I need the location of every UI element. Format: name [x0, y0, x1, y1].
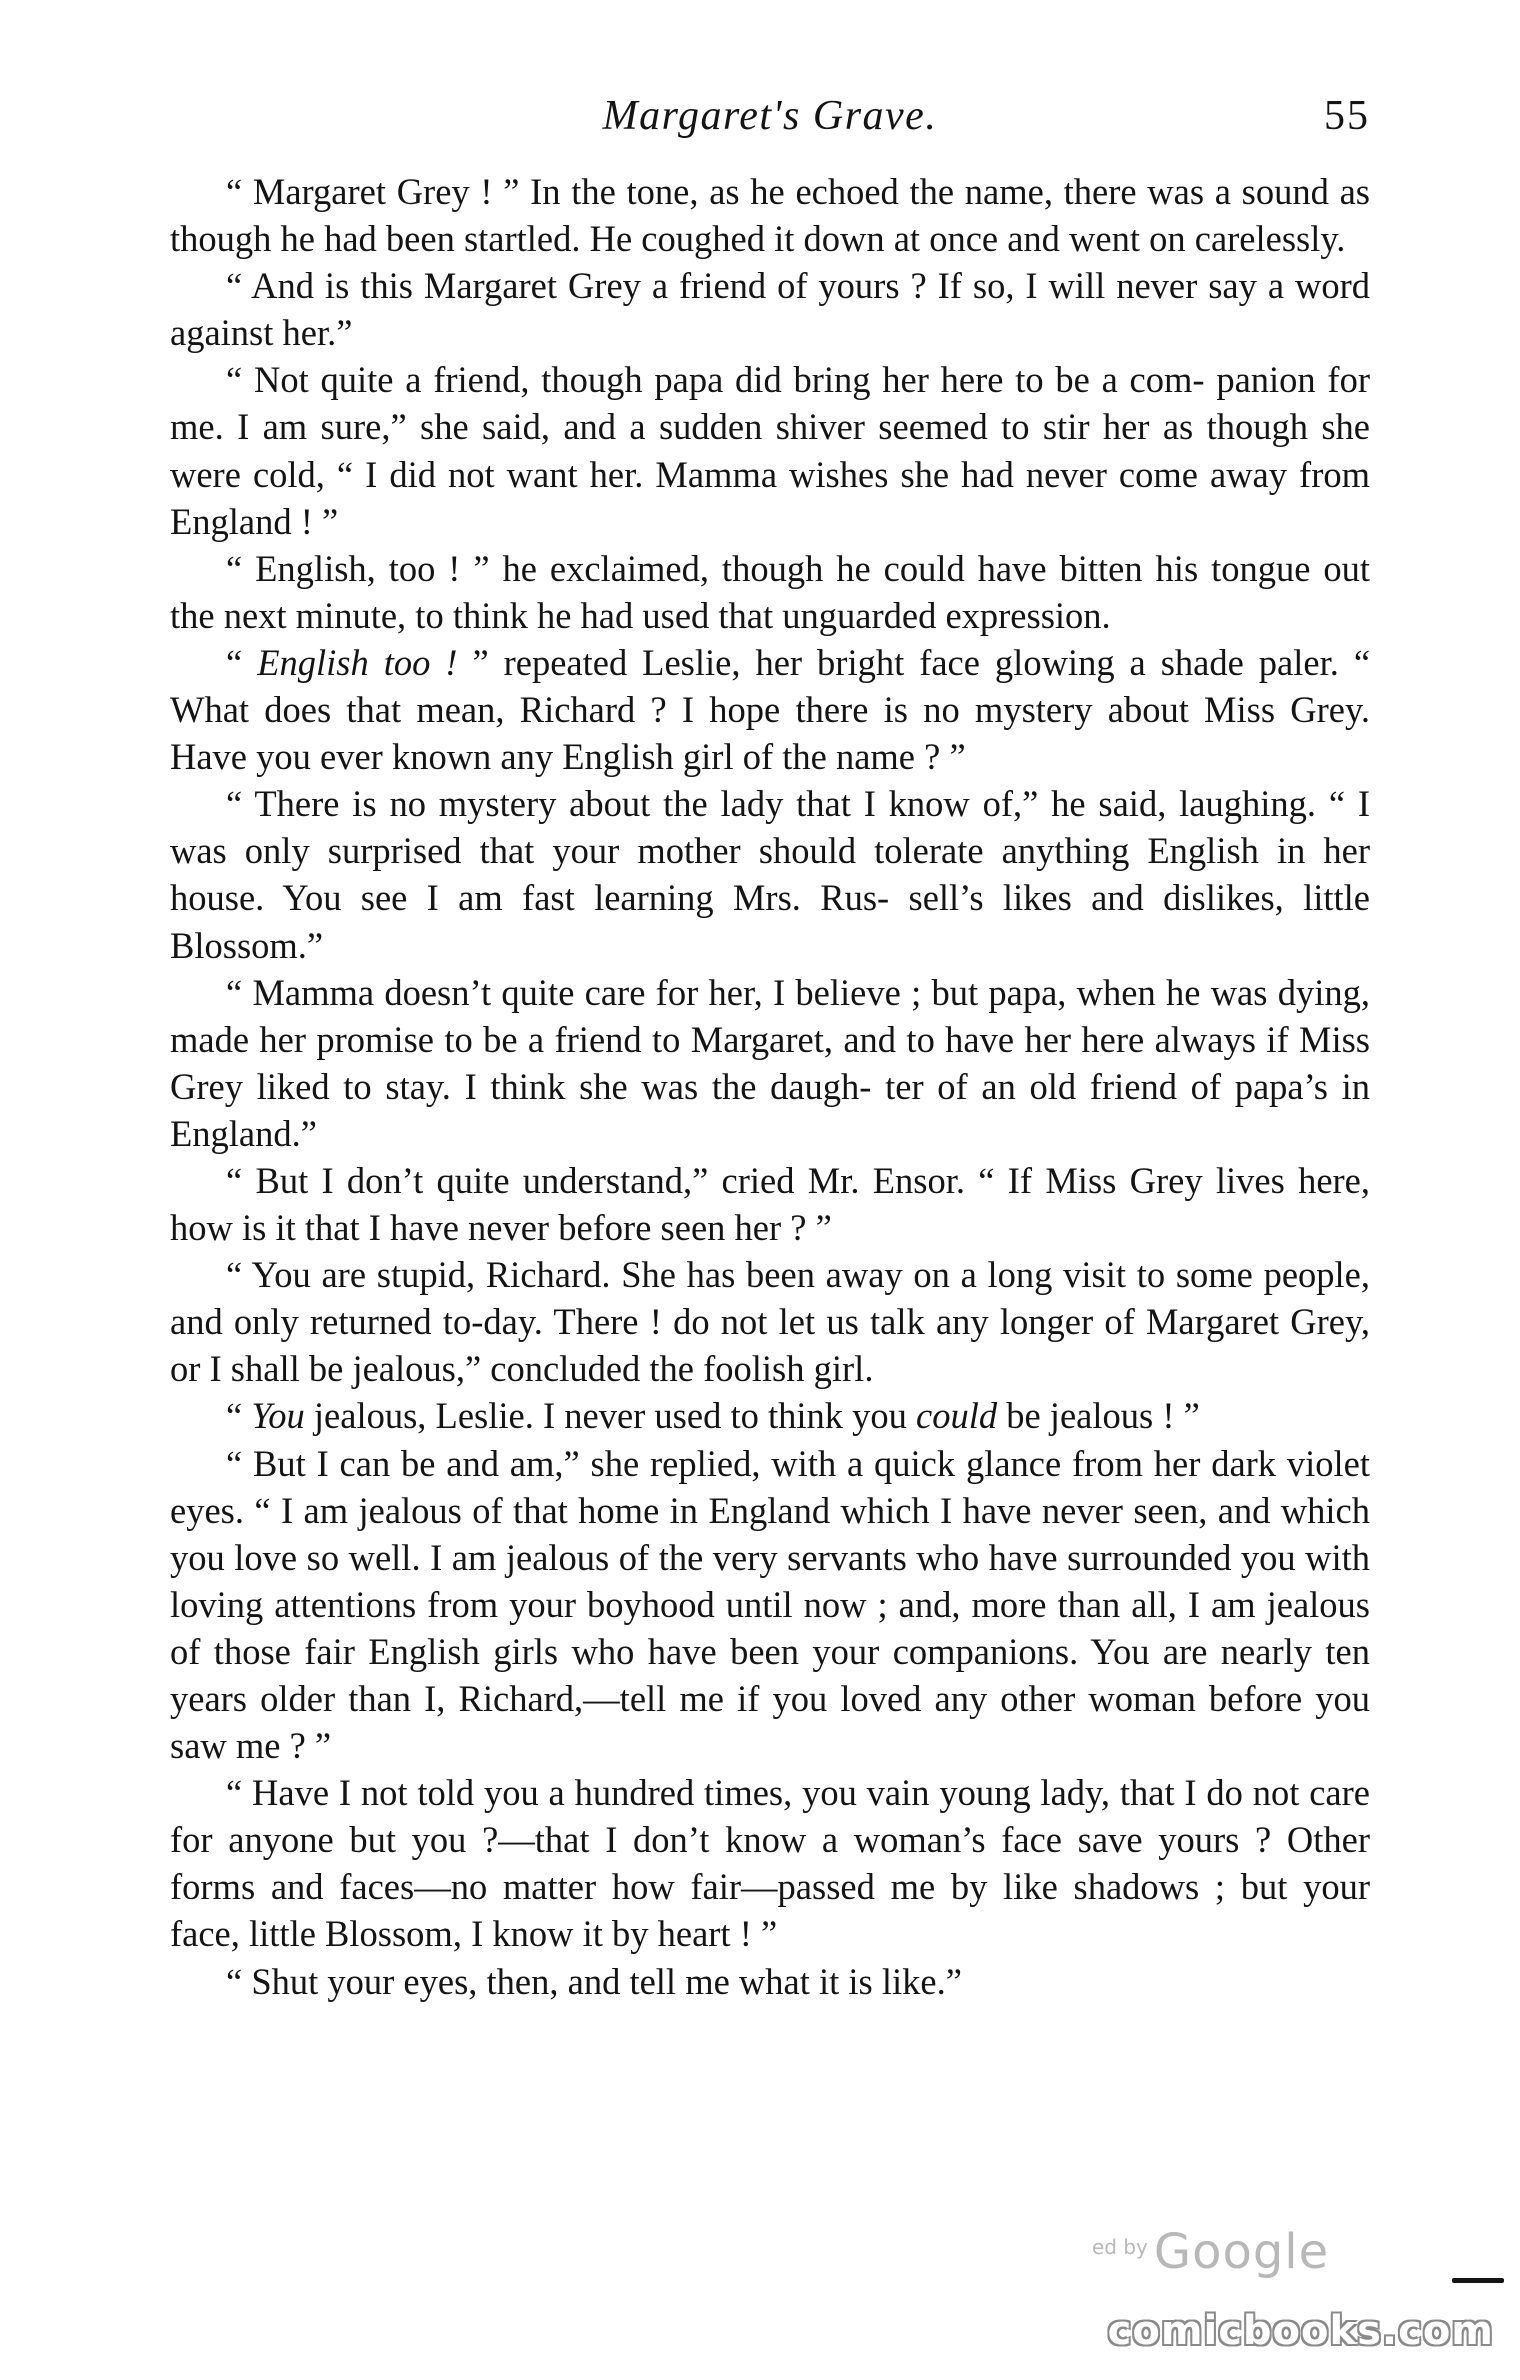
italic-text: English too ! — [257, 641, 458, 683]
text-run: “ English, too ! ” he exclaimed, though he could have bitten his tongue out the next minute, to think he had used that unguarded expression. — [170, 547, 1370, 636]
text-run: “ Have I not told you a hundred times, you vain young lady, that I do not care for anyone but you ?—that I don’t know a woman’s face save yours ? Other forms and faces—no matter how fair—passed me by like shadows ; but your face, little Blossom, I know it by heart ! ” — [170, 1772, 1370, 1955]
running-title: Margaret's Grave. — [602, 93, 938, 139]
text-run: ” repeated Leslie, her bright face glowing a shade paler. “ What does that mean, Richard ? I hope there is no mystery about Miss Grey. Have you ever known any English girl of the name ? ” — [170, 641, 1371, 778]
body-text — [170, 168, 1370, 2005]
text-run: “ Not quite a friend, though papa did bring her here to be a com- panion for me. I am sure,” she said, and a sudden shiver seemed to stir her as though she were cold, “ I did not want her. Mamma wishes she had never come away from England ! ” — [170, 359, 1370, 542]
paragraph — [170, 969, 1370, 1157]
paragraph — [170, 1440, 1370, 1770]
end-rule-mark — [1452, 2278, 1504, 2283]
paragraph — [170, 545, 1370, 639]
text-run: “ And is this Margaret Grey a friend of yours ? If so, I will never say a word against her.” — [170, 265, 1370, 354]
text-run: “ Mamma doesn’t quite care for her, I believe ; but papa, when he was dying, made her promise to be a friend to Margaret, and to have her here always if Miss Grey liked to stay. I think she was the daugh- ter of an old friend of papa’s in England.” — [170, 971, 1370, 1154]
paragraph — [170, 1958, 1370, 2005]
paragraph — [170, 168, 1370, 262]
text-run: “ Margaret Grey ! ” In the tone, as he echoed the name, there was a sound as though he had been startled. He coughed it down at once and went on carelessly. — [170, 171, 1370, 260]
digitized-by-google-watermark — [1092, 2224, 1329, 2280]
text-run: “ But I don’t quite understand,” cried Mr. Ensor. “ If Miss Grey lives here, how is it that I have never before seen her ? ” — [170, 1159, 1370, 1249]
paragraph — [170, 639, 1370, 780]
paragraph — [170, 1392, 1370, 1439]
paragraph — [170, 1157, 1370, 1251]
text-run: “ You are stupid, Richard. She has been away on a long visit to some people, and only returned to-day. There ! do not let us talk any longer of Margaret Grey, or I shall be jealous,” concluded the foolish girl. — [170, 1254, 1370, 1390]
text-run: “ There is no mystery about the lady that I know of,” he said, laughing. “ I was only surprised that your mother should tolerate anything English in her house. You see I am fast learning Mrs. Rus- sell’s likes and dislikes, little Blossom.” — [170, 783, 1370, 966]
watermark-google-text: Google — [1153, 2224, 1330, 2280]
paragraph — [170, 356, 1370, 544]
text-run: be jealous ! ” — [997, 1395, 1200, 1437]
italic-text: could — [916, 1395, 998, 1437]
watermark-small-text: ed by — [1092, 2235, 1148, 2259]
page-number: 55 — [1324, 93, 1370, 139]
text-run: “ — [226, 641, 258, 683]
italic-text: You — [251, 1395, 305, 1437]
paragraph — [170, 1251, 1370, 1392]
text-run: “ But I can be and am,” she replied, with a quick glance from her dark violet eyes. “ I am jealous of that home in England which I have never seen, and which you love so well. I am jealous of the very servants who have surrounded you with loving attentions from your boyhood until now ; and, more than all, I am jealous of those fair English girls who have been your companions. You are nearly ten years older than I, Richard,—tell me if you loved any other woman before you saw me ? ” — [170, 1442, 1370, 1767]
page-header — [170, 92, 1370, 152]
text-run: “ — [226, 1395, 252, 1437]
text-run: “ Shut your eyes, then, and tell me what it is like.” — [226, 1960, 962, 2002]
site-watermark: comicbooks.com — [1107, 2308, 1494, 2354]
paragraph — [170, 262, 1370, 356]
paragraph — [170, 1769, 1370, 1957]
paragraph — [170, 780, 1370, 968]
text-run: jealous, Leslie. I never used to think you — [304, 1395, 917, 1437]
